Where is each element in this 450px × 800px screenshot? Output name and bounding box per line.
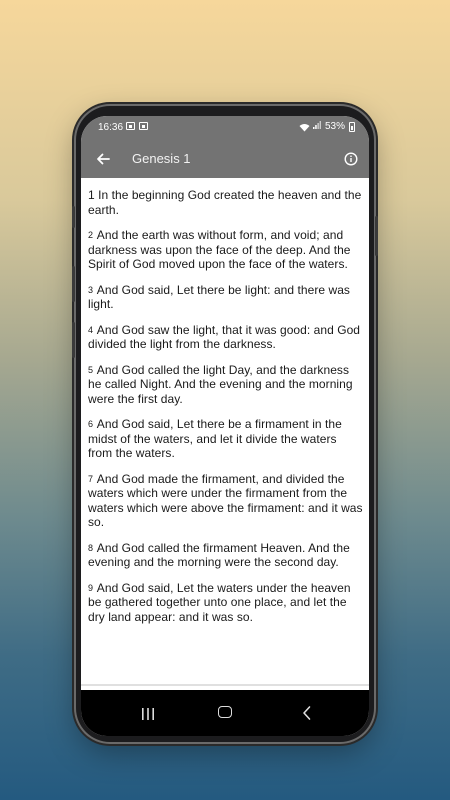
battery-icon: [349, 122, 355, 132]
verse-text: And God said, Let there be a firmament in the midst of the waters, and let it divide the waters from the waters.: [88, 417, 342, 460]
divider: [81, 684, 369, 686]
verse-text: In the beginning God created the heaven and the earth.: [88, 188, 362, 217]
verse: [88, 323, 363, 352]
app-bar: [81, 140, 369, 178]
wifi-icon: [299, 123, 309, 131]
verse: [88, 581, 363, 625]
status-right: [299, 121, 355, 132]
verse-number: 2: [88, 230, 94, 240]
verse-number: 7: [88, 473, 94, 484]
verse-number: 8: [88, 542, 94, 553]
verse-number: 3: [88, 284, 94, 295]
verse-number: 1: [88, 188, 95, 202]
battery-percent: 53%: [324, 121, 345, 132]
verse-text: And God said, Let there be light: and there was light.: [88, 282, 350, 311]
verse: [88, 188, 363, 217]
screen: [81, 116, 369, 736]
verse: [88, 472, 363, 530]
verse-text: And God made the firmament, and divided the waters which were under the firmament from the waters which were above the firmament: and it was so.: [88, 471, 363, 529]
status-bar: [81, 116, 369, 140]
status-time: 16:36: [98, 122, 124, 133]
verse: [88, 417, 363, 461]
verse: [88, 283, 363, 312]
phone-frame: [76, 106, 374, 742]
verse-number: 4: [88, 324, 94, 335]
verse-number: 6: [88, 419, 94, 429]
nav-back-icon[interactable]: [300, 705, 314, 721]
verse-number: 5: [88, 364, 94, 375]
signal-icon: [313, 121, 321, 132]
app-notification-icon: [139, 122, 148, 130]
verse-text: And God called the firmament Heaven. And the evening and the morning were the second day.: [88, 540, 350, 569]
verse: [88, 363, 363, 407]
power-button: [72, 206, 75, 228]
image-notification-icon: [126, 122, 135, 130]
page-title: Genesis 1: [132, 151, 191, 166]
notification-icons: [126, 122, 148, 130]
verse-text: And the earth was without form, and void; and darkness was upon the face of the deep. And the Spirit of God moved upon the face of the waters.: [88, 228, 351, 271]
verse-text: And God said, Let the waters under the heaven be gathered together unto one place, and let the dry land appear: and it was so.: [88, 580, 351, 624]
arrow-left-icon[interactable]: [93, 149, 113, 169]
verse: [88, 228, 363, 272]
verse-number: 9: [88, 582, 94, 593]
verse: [88, 541, 363, 570]
chapter-content[interactable]: [81, 178, 369, 686]
verse-text: And God called the light Day, and the darkness he called Night. And the evening and the morning were the first day.: [88, 362, 353, 406]
volume-down-button: [72, 322, 75, 358]
system-nav-bar: [81, 690, 369, 736]
recents-icon[interactable]: [141, 707, 155, 719]
verse-text: And God saw the light, that it was good: and God divided the light from the darkness.: [88, 322, 361, 351]
info-circle-icon[interactable]: [342, 150, 360, 168]
side-key: [375, 216, 378, 256]
volume-up-button: [72, 266, 75, 302]
home-icon[interactable]: [218, 706, 232, 718]
